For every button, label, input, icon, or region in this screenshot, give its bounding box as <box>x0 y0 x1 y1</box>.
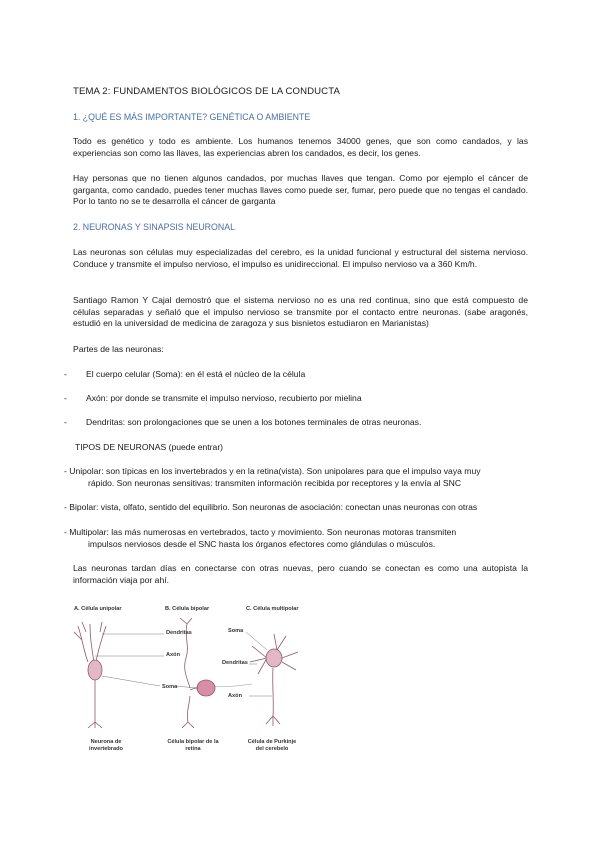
section-2-heading: 2. NEURONAS Y SINAPSIS NEURONAL <box>73 222 235 232</box>
multipolar-soma <box>266 649 282 667</box>
types-heading: TIPOS DE NEURONAS (puede entrar) <box>75 442 224 452</box>
part-axon: Axón: por donde se transmite el impulso nervioso, recubierto por mielina <box>86 393 362 403</box>
label-dendritas-c: Dendritas <box>222 660 248 666</box>
closing-paragraph: Las neuronas tardan días en conectarse con otras nuevas, pero cuando se conectan es como una autopista la información viaja por ahí. <box>73 563 528 585</box>
type-multipolar-line-2: impulsos nerviosos desde el SNC hasta los órganos efectores como glándulas o músculos. <box>88 538 436 549</box>
neuron-types-figure <box>62 618 342 728</box>
caption-multipolar: Célula de Purkinje del cerebelo <box>247 739 297 752</box>
bullet-dash: - <box>64 393 67 403</box>
caption-unipolar: Neurona de invertebrado <box>89 739 123 752</box>
figure-title-a: A. Célula unipolar <box>74 606 122 612</box>
label-dendritas: Dendritas <box>166 630 192 636</box>
type-multipolar-line-1: - Multipolar: las más numerosas en vertebrados, tacto y movimiento. Son neuronas motoras transmiten <box>64 527 457 537</box>
bullet-dash: - <box>64 369 67 379</box>
parts-heading: Partes de las neuronas: <box>73 344 164 354</box>
label-axon: Axón <box>166 652 180 658</box>
bipolar-soma <box>197 680 215 696</box>
type-unipolar-line-1: - Unipolar: son típicas en los invertebrados y en la retina(vista). Son unipolares para que el impulso vaya muy <box>64 466 481 476</box>
type-unipolar-line-2: rápido. Son neuronas sensitivas: transmiten información recibida por receptores y la envía al SNC <box>88 477 462 488</box>
section-2-paragraph-2: Santiago Ramon Y Cajal demostró que el sistema nervioso no es una red continua, sino que está compuesto de células separadas y señaló que el impulso nervioso se transmite por el contacto entre neuronas. (sabe aragonés, estudió en la universidad de medicina de zaragoza y sus bisnietos estudiaron en Marianistas) <box>73 295 528 329</box>
figure-title-c: C. Célula multipolar <box>246 606 299 612</box>
label-soma-c: Soma <box>228 628 244 634</box>
part-soma: El cuerpo celular (Soma): en él está el núcleo de la célula <box>86 369 306 379</box>
section-1-paragraph-1: Todo es genético y todo es ambiente. Los humanos tenemos 34000 genes, que son como candados, y las experiencias son como las llaves, las experiencias abren los candados, es decir, los genes. <box>73 136 528 158</box>
type-bipolar <box>64 502 528 514</box>
multipolar-neuron <box>250 634 298 726</box>
part-dendritas: Dendritas: son prolongaciones que se unen a los botones terminales de otras neuronas. <box>86 417 422 427</box>
label-soma: Soma <box>162 684 178 690</box>
section-1-paragraph-2: Hay personas que no tienen algunos candados, por muchas llaves que tengan. Como por ejemplo el cáncer de garganta, como candado, puedes tener muchas llaves como puede ser, fumar, pero puede que no tengas el candado. Por lo tanto no se te desarrolla el cáncer de garganta <box>73 173 528 207</box>
type-multipolar <box>64 527 528 550</box>
figure-title-b: B. Célula bipolar <box>165 606 210 612</box>
unipolar-soma <box>88 660 102 680</box>
document-title: TEMA 2: FUNDAMENTOS BIOLÓGICOS DE LA CONDUCTA <box>73 86 340 97</box>
caption-bipolar: Célula bipolar de la retina <box>167 739 219 752</box>
section-1-heading: 1. ¿QUÉ ES MÁS IMPORTANTE? GENÉTICA O AMBIENTE <box>73 112 311 122</box>
section-2-paragraph-1: Las neuronas son células muy especializadas del cerebro, es la unidad funcional y estructural del sistema nervioso. Conduce y transmite el impulso nervioso, el impulso es unidireccional. El impulso nervioso va a 360 Km/h. <box>73 247 528 269</box>
type-bipolar-line-1: - Bipolar: vista, olfato, sentido del equilibrio. Son neuronas de asociación: conectan unas neuronas con otras <box>64 502 478 512</box>
label-axon-c: Axón <box>228 693 242 699</box>
type-unipolar <box>64 466 528 489</box>
bullet-dash: - <box>64 417 67 427</box>
